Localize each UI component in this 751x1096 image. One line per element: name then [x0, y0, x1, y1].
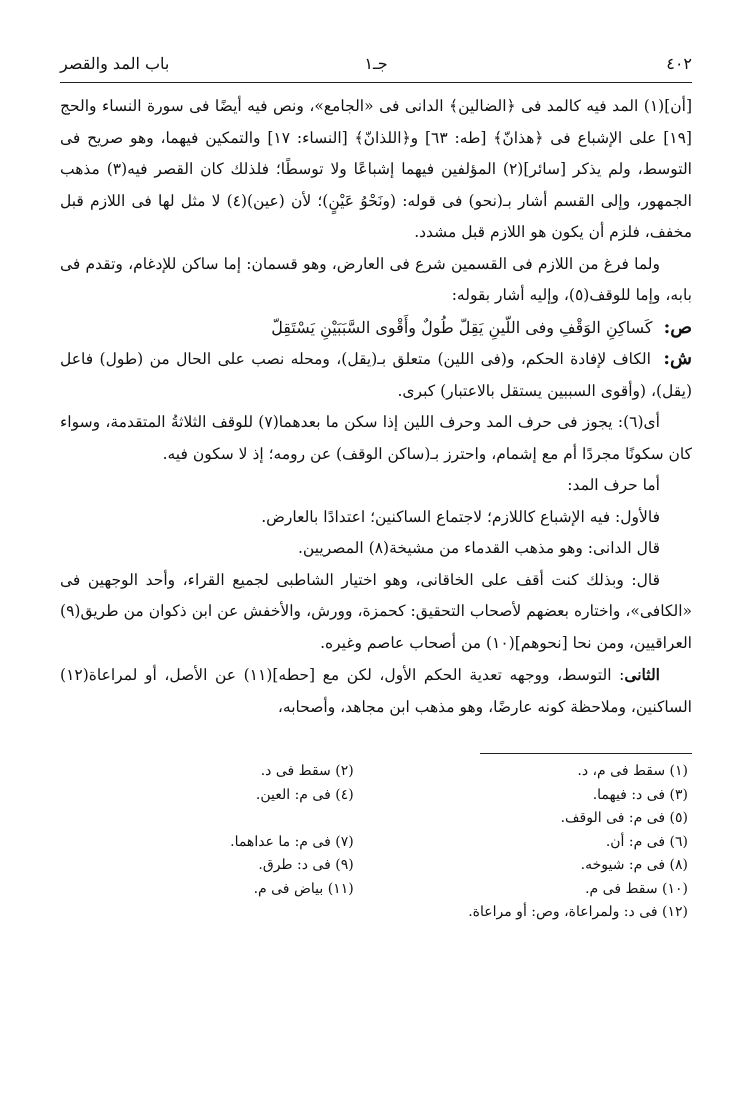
section-label: الثانى	[624, 665, 660, 684]
footnote: (٧) فى م: ما عداهما.	[230, 833, 354, 850]
paragraph: [أن](١) المد فيه كالمد فى ﴿الضالين﴾ الدانى فى «الجامع»، ونص فيه أيضًا فى سورة النساء والحج [١٩] على الإشباع فى ﴿هذانّ﴾ [طه: ٦٣] و﴿اللذانّ﴾ [النساء: ١٧] والتمكين فيهما، وهو صريح فى التوسط، ولم يذكر [سائر](٢) المؤلفين فيهما إشباعًا ولا توسطًا؛ فلذلك كان القصر فيه(٣) مذهب الجمهور، وإلى القسم أشار بـ(نحو) فى قوله: (ونَحْوُ عَيْنٍ)؛ لأن (عين)(٤) لا مثل لها فى اللازم قبل مخفف، فلزم أن يكون هو اللازم قبل مشدد.	[60, 97, 692, 241]
footnote: (١٢) فى د: ولمراعاة، وص: أو مراعاة.	[468, 904, 688, 920]
footnote: (٨) فى م: شيوخه.	[580, 857, 688, 873]
footnote: (١١) بياض فى م.	[253, 880, 354, 897]
footnote: (٤) فى م: العين.	[255, 786, 354, 803]
footnote-spacer	[60, 807, 354, 831]
paragraph-text: : التوسط، ووجهه تعدية الحكم الأول، لكن مع [حطه](١١) عن الأصل، أو لمراعاة(١٢) الساكنين، وملاحظة كونه عارضًا، وهو مذهب ابن مجاهد، وأصحابه،	[60, 666, 692, 716]
verse-text: كَساكِنِ الوَقْفِ وفى اللّينِ يَقِلّ طُولٌ وأَقْوى السَّبَبَيْنِ يَسْتَقِلّ	[271, 317, 653, 337]
footnote: (٣) فى د: فيهما.	[592, 786, 688, 803]
commentary-label: ش:	[663, 348, 692, 369]
verse-label: ص:	[663, 316, 692, 338]
paragraph: فالأول: فيه الإشباع كاللازم؛ لاجتماع الساكنين؛ اعتدادًا بالعارض.	[261, 507, 660, 526]
commentary-line	[60, 343, 692, 407]
paragraph: ولما فرغ من اللازم فى القسمين شرع فى العارض، وهو قسمان: إما ساكن للإدغام، وتقدم فى بابه، وإما للوقف(٥)، وإليه أشار بقوله:	[60, 254, 692, 304]
chapter-title: باب المد والقصر	[60, 54, 170, 73]
footnote: (٩) فى د: طرق.	[258, 857, 354, 873]
main-text	[60, 91, 692, 723]
volume-label: جـ١	[364, 54, 388, 73]
verse-line	[60, 312, 692, 344]
footnote: (٥) فى م: فى الوقف.	[560, 810, 688, 826]
footnotes	[60, 760, 692, 925]
footnotes-left-column	[60, 760, 424, 925]
paragraph: قال الدانى: وهو مذهب القدماء من مشيخة(٨) المصريين.	[298, 539, 660, 557]
page-number: ٤٠٢	[666, 54, 692, 73]
paragraph: أما حرف المد:	[567, 476, 660, 494]
footnote: (١٠) سقط فى م.	[585, 880, 688, 897]
footnote: (٦) فى م: أن.	[605, 833, 688, 850]
footnote-divider	[480, 753, 692, 754]
commentary-text: الكاف لإفادة الحكم، و(فى اللين) متعلق بـ(يقل)، ومحله نصب على الحال من (طول) فاعل (يقل)، (وأقوى السببين يستقل بالاعتبار) كبرى.	[60, 350, 692, 400]
footnote: (٢) سقط فى د.	[260, 763, 354, 779]
page-header	[60, 50, 692, 83]
footnote: (١) سقط فى م، د.	[577, 763, 688, 779]
footnotes-right-column	[424, 760, 692, 925]
paragraph	[60, 659, 692, 723]
paragraph: أى(٦): يجوز فى حرف المد وحرف اللين إذا سكن ما بعدهما(٧) للوقف الثلاثةُ المتقدمة، وسواء كان سكونًا مجردًا أم مع إشمام، واحترز بـ(ساكن الوقف) عن رومه؛ إذ لا سكون فيه.	[60, 413, 692, 463]
paragraph: قال: وبذلك كنت أقف على الخاقانى، وهو اختيار الشاطبى لجميع القراء، وأحد الوجهين فى «الكافى»، واختاره بعضهم لأصحاب التحقيق: كحمزة، وورش، والأخفش عن ابن ذكوان من طريق(٩) العراقيين، ومن نحا [نحوهم](١٠) من أصحاب عاصم وغيره.	[60, 570, 692, 652]
document-page	[60, 50, 692, 925]
